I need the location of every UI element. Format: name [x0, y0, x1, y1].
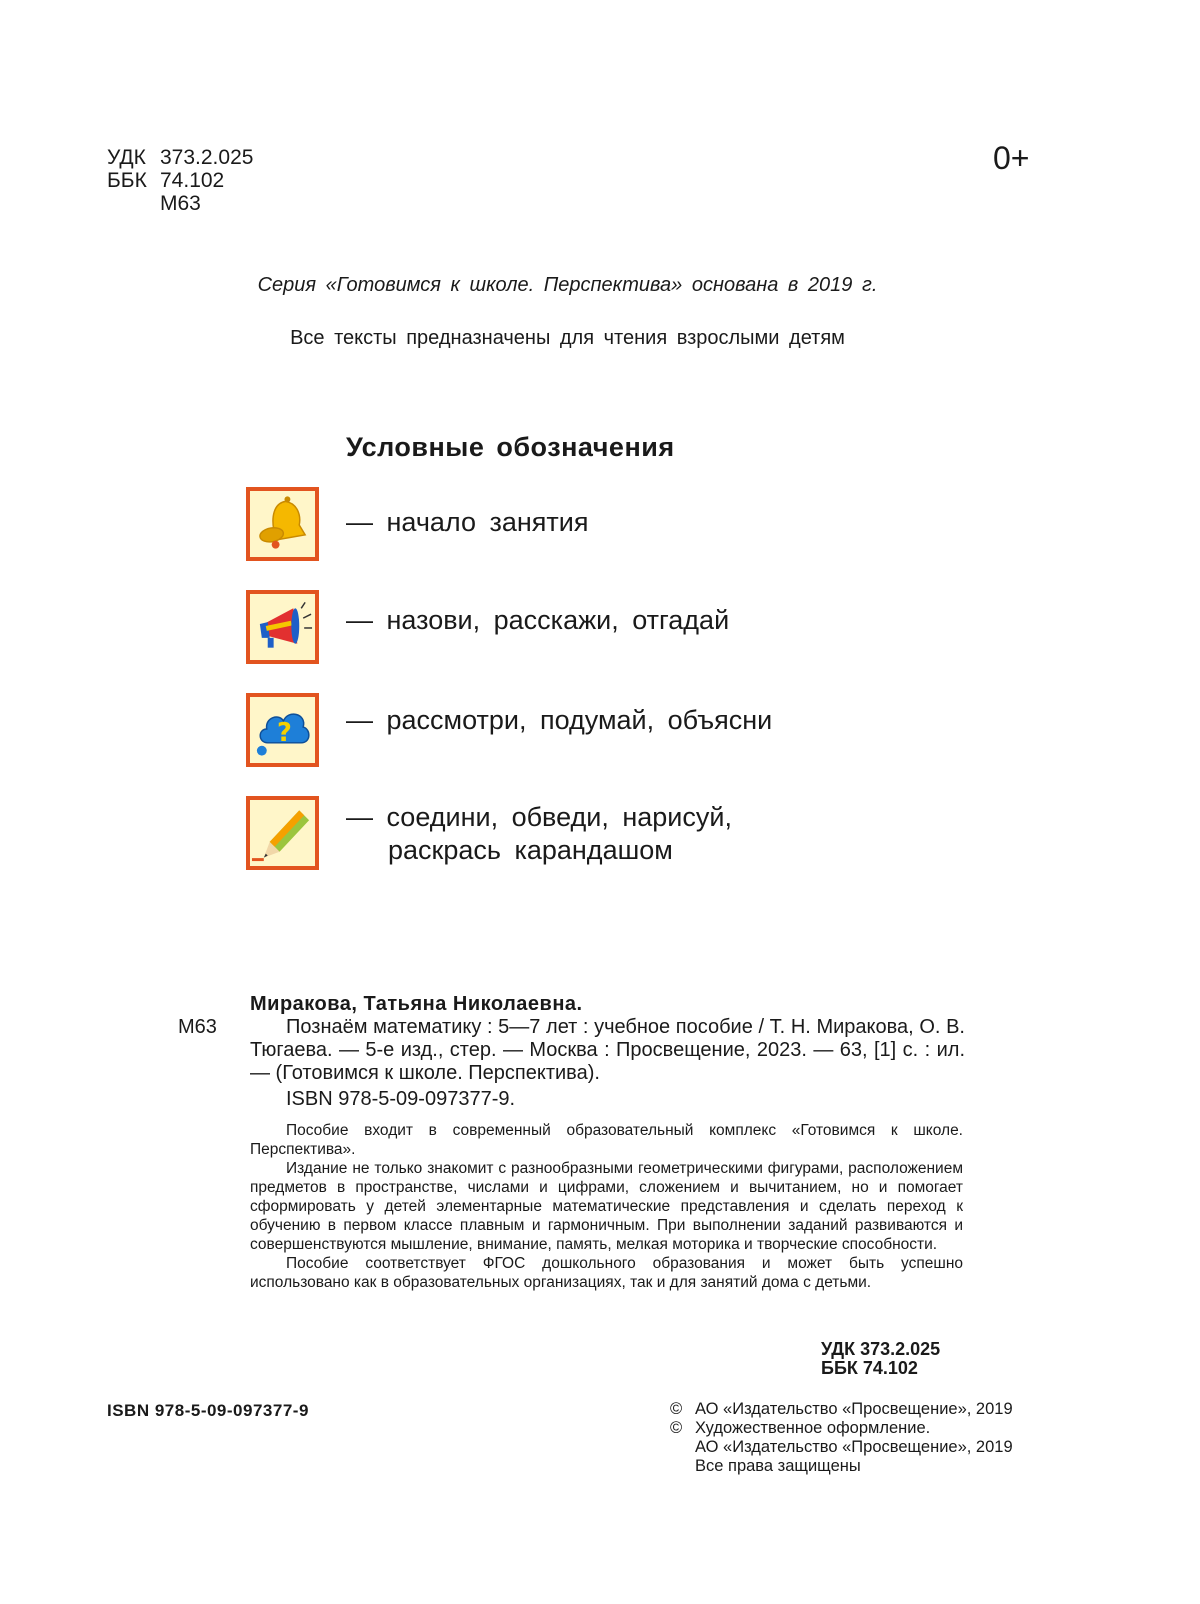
copyright-block — [670, 1400, 1013, 1476]
legend-item-think: — рассмотри, подумай, объясни — [346, 705, 773, 735]
biblio-description: Познаём математику : 5—7 лет : учебное пособие / Т. Н. Миракова, О. В. Тюгаева. — 5-е изд., стер. — Москва : Просвещение, 2023. — 63, [1] с. : ил. — (Готовимся к школе. Перспектива). — [250, 1016, 965, 1084]
udk-row — [107, 146, 253, 169]
annotation-paragraph: Издание не только знакомит с разнообразными геометрическими фигурами, расположением предметов в пространстве, числами и цифрами, сложением и вычитанием, но и помогает сформировать у детей элементарные математические представления и сделать переход к обучению в первом классе плавным и гармоничным. При выполнении заданий развиваются и совершенствуются мышление, внимание, память, мелкая моторика и творческие способности. — [250, 1160, 963, 1253]
copyright-text: АО «Издательство «Просвещение», 2019 — [695, 1438, 1013, 1456]
copyright-text: АО «Издательство «Просвещение», 2019 — [695, 1400, 1013, 1418]
bbk-label: ББК — [107, 169, 147, 192]
udk-label: УДК — [107, 146, 146, 169]
bbk-value: 74.102 — [160, 169, 225, 192]
copyright-text: Художественное оформление. — [695, 1419, 931, 1437]
biblio-udk: УДК 373.2.025 — [821, 1339, 941, 1359]
copyright-line — [670, 1419, 1013, 1438]
series-note: Серия «Готовимся к школе. Перспектива» основана в 2019 г. — [257, 274, 878, 296]
question-cloud-icon — [246, 693, 319, 767]
legend-item-start: — начало занятия — [346, 507, 589, 537]
legend-item-draw-line2: раскрась карандашом — [388, 835, 673, 865]
copyright-symbol — [670, 1438, 695, 1457]
annotation-paragraph: Пособие входит в современный образовательный комплекс «Готовимся к школе. Перспектива». — [250, 1122, 963, 1158]
biblio-bbk: ББК 74.102 — [821, 1358, 918, 1378]
copyright-line — [670, 1438, 1013, 1457]
bibliographic-record — [250, 993, 965, 1111]
megaphone-icon — [246, 590, 319, 664]
bell-icon — [246, 487, 319, 561]
biblio-isbn: ISBN 978-5-09-097377-9. — [286, 1088, 516, 1110]
legend-item-speak: — назови, расскажи, отгадай — [346, 605, 730, 635]
reading-note: Все тексты предназначены для чтения взрослыми детям — [290, 327, 845, 349]
annotation — [250, 1121, 963, 1292]
legend-title: Условные обозначения — [346, 432, 675, 462]
annotation-paragraph: Пособие соответствует ФГОС дошкольного образования и может быть успешно использовано как в образовательных организациях, так и для занятий дома с детьми. — [250, 1255, 963, 1291]
legend-item-draw-line1: — соедини, обведи, нарисуй, — [346, 802, 732, 832]
legend-item-draw — [346, 801, 732, 867]
udk-value: 373.2.025 — [160, 146, 254, 169]
author-mark-row — [107, 192, 253, 215]
classification-codes — [107, 146, 253, 215]
svg-text:?: ? — [277, 717, 292, 748]
copyright-symbol: © — [670, 1419, 683, 1437]
age-rating: 0+ — [993, 140, 1030, 176]
footer-isbn: ISBN 978-5-09-097377-9 — [107, 1401, 309, 1420]
biblio-codes — [821, 1340, 940, 1378]
biblio-author-mark: М63 — [178, 1016, 217, 1038]
bbk-row — [107, 169, 253, 192]
biblio-author: Миракова, Татьяна Николаевна. — [250, 993, 583, 1015]
copyright-text: Все права защищены — [695, 1457, 861, 1475]
copyright-symbol: © — [670, 1400, 683, 1418]
copyright-line — [670, 1457, 1013, 1476]
author-mark: М63 — [160, 192, 201, 215]
copyright-line — [670, 1400, 1013, 1419]
pencil-icon — [246, 796, 319, 870]
copyright-symbol — [670, 1457, 695, 1476]
